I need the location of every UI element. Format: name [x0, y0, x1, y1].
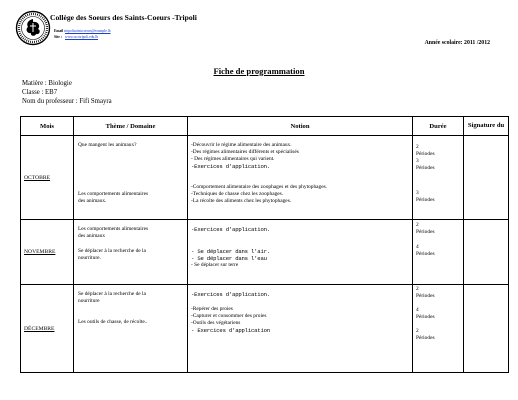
- duration-unit: Périodes: [416, 151, 435, 157]
- duration-value: 2: [416, 328, 419, 334]
- duration-unit: Périodes: [416, 293, 435, 299]
- duration-unit: Périodes: [416, 335, 435, 341]
- contact-block: [54, 28, 111, 40]
- notion-line: -Outils des végétariens: [191, 320, 241, 326]
- theme-line: Les comportements alimentaires: [78, 191, 149, 197]
- notion-line: -Exercices d'application.: [191, 226, 270, 233]
- col-header-theme: Thème / Domaine: [74, 117, 188, 136]
- table-row: [21, 136, 509, 220]
- theme-line: Se déplacer à la recherche de la: [78, 248, 146, 254]
- theme-line: Se déplacer à la recherche de la: [78, 291, 146, 297]
- duration-unit: Périodes: [416, 251, 435, 257]
- duration-value: 2: [416, 144, 419, 150]
- class-line: Classe : EB7: [22, 89, 58, 96]
- col-header-month: Mois: [21, 117, 74, 136]
- email-label: Email :: [54, 29, 66, 33]
- notion-line: -Comportement alimentaire des zoophages et des phytophages.: [191, 184, 328, 190]
- notion-line: -Techniques de chasse chez les zoophages.: [191, 191, 284, 197]
- notion-line: - Se déplacer dans l'eau: [191, 255, 267, 262]
- theme-line: Les comportements alimentaires: [78, 226, 149, 232]
- notion-line: -La récolte des aliments chez les phytophages.: [191, 198, 292, 204]
- course-meta: [22, 79, 112, 106]
- duration-cell: [413, 285, 464, 373]
- notion-line: -Des régimes alimentaires différents et spécialisés: [191, 149, 299, 155]
- notion-line: - Se déplacer dans l'air.: [191, 248, 270, 255]
- school-year: Année scolaire: 2011 /2012: [424, 40, 490, 46]
- col-header-notion: Notion: [188, 117, 413, 136]
- duration-cell: [413, 220, 464, 285]
- site-label: Site :: [54, 35, 62, 39]
- notion-line: -Capturer et consommer des proies: [191, 313, 267, 319]
- duration-value: 4: [416, 307, 419, 313]
- duration-unit: Périodes: [416, 229, 435, 235]
- subject-line: Matière : Biologie: [22, 80, 72, 87]
- theme-line: nourriture.: [78, 255, 101, 261]
- school-seal-logo: [15, 10, 51, 46]
- theme-line: Que mangent les animaux?: [78, 142, 137, 148]
- website-link[interactable]: www.sscctripoli.edu.lb: [65, 35, 99, 39]
- notion-line: - Se déplacer sur terre: [191, 262, 239, 268]
- duration-value: 3: [416, 190, 419, 196]
- document-title: Fiche de programmation: [213, 66, 305, 76]
- month-cell: DÉCEMBRE: [21, 285, 74, 373]
- school-name: Collège des Soeurs des Saints-Coeurs -Tripoli: [50, 13, 197, 22]
- notion-line: -Découvrir le régime alimentaire des animaux.: [191, 142, 292, 148]
- signature-cell: [464, 136, 509, 220]
- theme-line: des animaux: [78, 233, 106, 239]
- theme-cell: [74, 220, 188, 285]
- col-header-duration: Durée: [413, 117, 464, 136]
- notion-line: -Repérer des proies: [191, 306, 233, 312]
- duration-unit: Périodes: [416, 197, 435, 203]
- table-header-row: [21, 117, 509, 136]
- duration-unit: Périodes: [416, 165, 435, 171]
- signature-cell: [464, 285, 509, 373]
- duration-value: 2: [416, 222, 419, 228]
- notion-line: - Des régimes alimentaires qui varient.: [191, 156, 275, 162]
- teacher-line: Nom du professeur : Fifi Smayra: [22, 98, 112, 105]
- duration-cell: [413, 136, 464, 220]
- duration-value: 2: [416, 286, 419, 292]
- notion-line: - Exercices d'application: [191, 327, 270, 334]
- signature-cell: [464, 220, 509, 285]
- theme-cell: [74, 285, 188, 373]
- duration-unit: Périodes: [416, 314, 435, 320]
- col-header-signature: Signature du: [464, 117, 509, 136]
- notion-cell: [188, 285, 413, 373]
- notion-line: -Exercices d'application.: [191, 291, 270, 298]
- email-link[interactable]: tripolisaintscoeurs@example.lb: [65, 29, 111, 33]
- theme-cell: [74, 136, 188, 220]
- month-cell: NOVEMBRE: [21, 220, 74, 285]
- month-cell: OCTOBRE: [21, 136, 74, 220]
- theme-line: nourriture: [78, 298, 100, 304]
- duration-value: 4: [416, 244, 419, 250]
- notion-cell: [188, 136, 413, 220]
- notion-cell: [188, 220, 413, 285]
- duration-value: 3: [416, 158, 419, 164]
- programming-table: [20, 116, 509, 373]
- theme-line: Les outils de chasse, de récolte..: [78, 319, 148, 325]
- theme-line: des animaux.: [78, 198, 107, 204]
- notion-line: -Exercices d'application.: [191, 163, 270, 170]
- table-row: [21, 285, 509, 373]
- table-row: [21, 220, 509, 285]
